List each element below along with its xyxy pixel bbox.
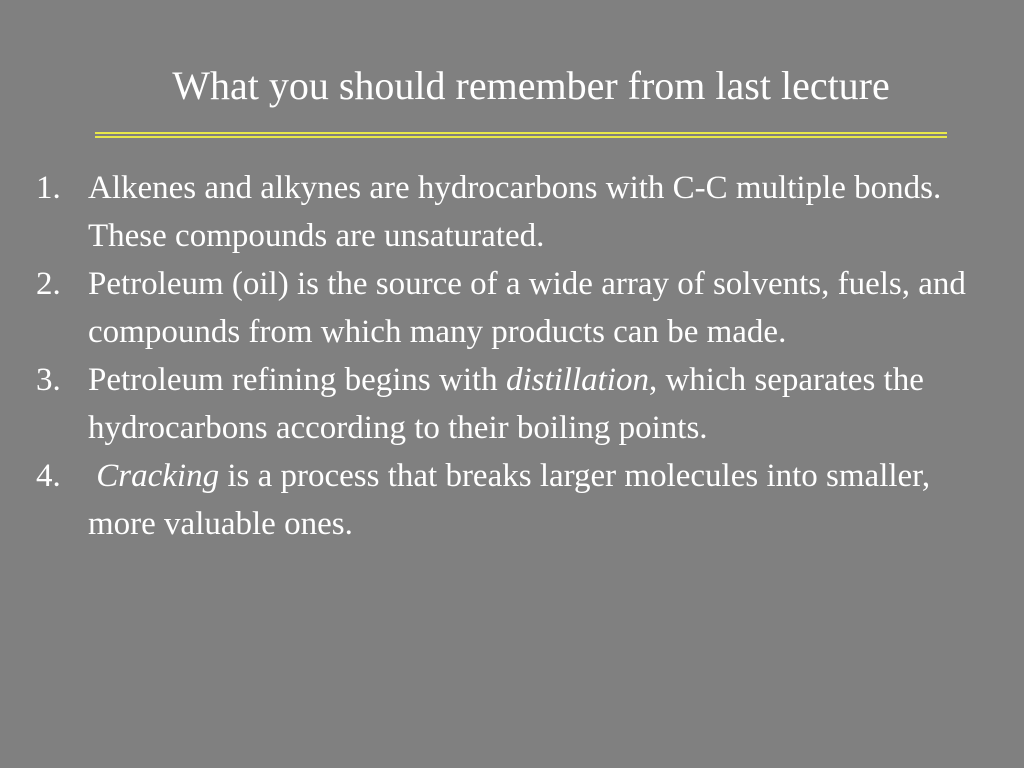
list-item bbox=[36, 452, 1006, 548]
item-text: Alkenes and alkynes are hydrocarbons with C-C multiple bonds. These compounds are unsaturated. bbox=[88, 170, 942, 254]
item-emphasis: distillation bbox=[505, 362, 649, 398]
summary-list bbox=[36, 164, 1006, 548]
item-text-before: Petroleum refining begins with bbox=[88, 362, 506, 398]
item-text-after: , which separates the hydrocarbons according to their boiling points. bbox=[88, 362, 924, 446]
item-number: 3. bbox=[36, 362, 61, 398]
list-item bbox=[36, 260, 1006, 356]
item-number: 2. bbox=[36, 266, 61, 302]
item-text-before bbox=[88, 458, 96, 494]
item-number: 4. bbox=[36, 458, 61, 494]
item-number: 1. bbox=[36, 170, 61, 206]
item-text-after: is a process that breaks larger molecules into smaller, more valuable ones. bbox=[88, 458, 931, 542]
list-item bbox=[36, 164, 1006, 260]
title-underline bbox=[95, 132, 947, 138]
item-text: Petroleum (oil) is the source of a wide array of solvents, fuels, and compounds from which many products can be made. bbox=[88, 266, 966, 350]
list-item bbox=[36, 356, 1006, 452]
slide-title: What you should remember from last lecture bbox=[172, 63, 890, 108]
item-emphasis: Cracking bbox=[96, 458, 220, 494]
